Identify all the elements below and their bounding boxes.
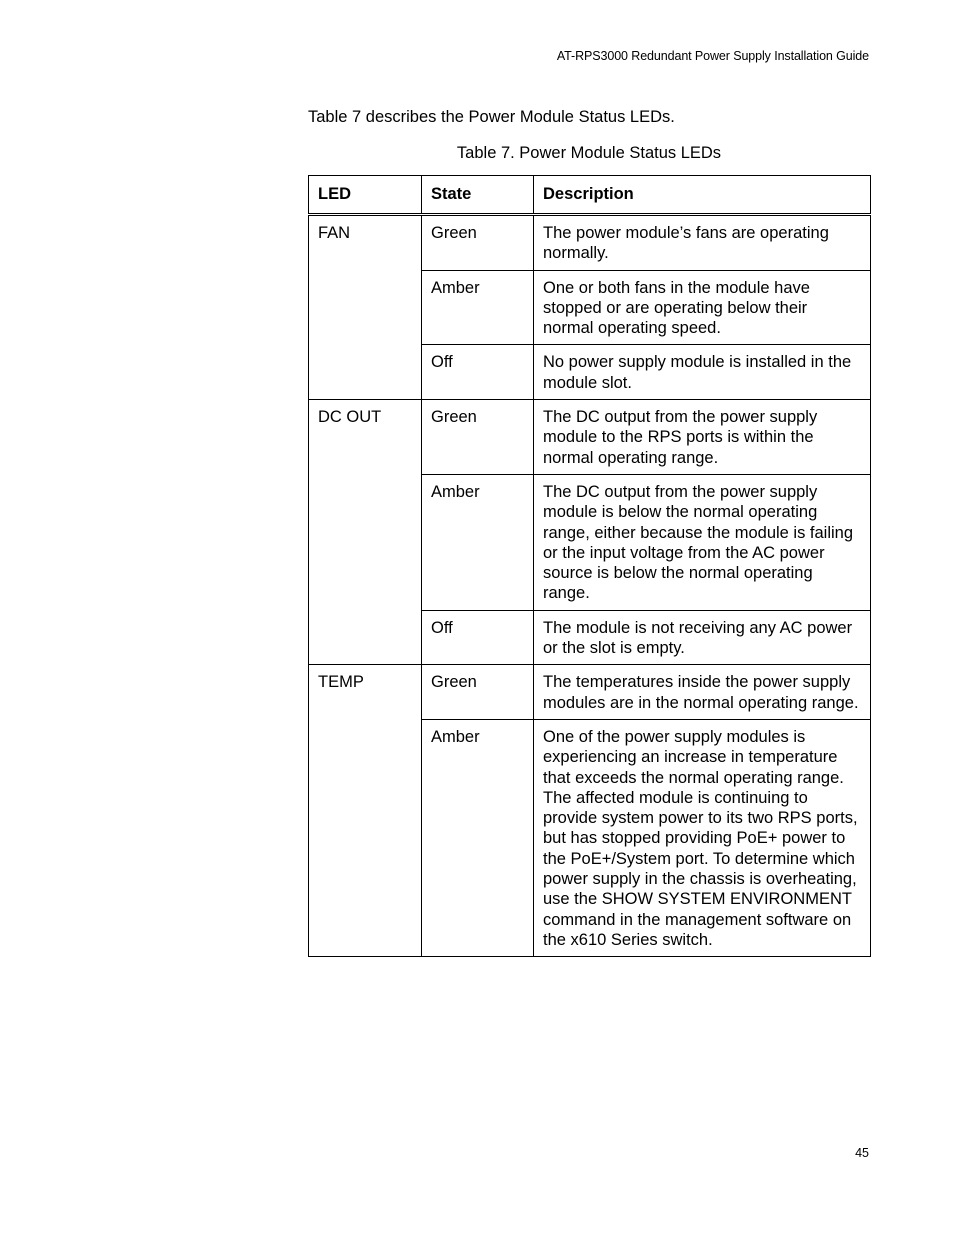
table-row [309,400,871,475]
state-cell: Amber [422,474,534,610]
description-cell: The DC output from the power supply module is below the normal operating range, either because the module is failing or the input voltage from the AC power source is below the normal operating range. [534,474,871,610]
column-header-description: Description [534,176,871,215]
description-cell: One of the power supply modules is experiencing an increase in temperature that exceeds the normal operating range. The affected module is continuing to provide system power to its two RPS ports, but has stopped providing PoE+ power to the PoE+/System port. To determine which power supply in the chassis is overheating, use the SHOW SYSTEM ENVIRONMENT command in the management software on the x610 Series switch. [534,719,871,956]
state-cell: Off [422,345,534,400]
column-header-led: LED [309,176,422,215]
intro-paragraph: Table 7 describes the Power Module Status LEDs. [308,108,675,126]
description-cell: The DC output from the power supply module to the RPS ports is within the normal operating range. [534,400,871,475]
description-cell: The temperatures inside the power supply modules are in the normal operating range. [534,665,871,720]
description-cell: The module is not receiving any AC power or the slot is empty. [534,610,871,665]
state-cell: Green [422,665,534,720]
state-cell: Amber [422,270,534,345]
state-cell: Green [422,215,534,271]
led-name-cell: FAN [309,215,422,400]
column-header-state: State [422,176,534,215]
description-cell: One or both fans in the module have stopped or are operating below their normal operating speed. [534,270,871,345]
description-cell: The power module’s fans are operating normally. [534,215,871,271]
page-number: 45 [855,1146,869,1160]
led-status-table [308,175,871,957]
state-cell: Green [422,400,534,475]
table-caption: Table 7. Power Module Status LEDs [456,144,722,162]
led-name-cell: TEMP [309,665,422,957]
led-name-cell: DC OUT [309,400,422,665]
state-cell: Off [422,610,534,665]
running-header: AT-RPS3000 Redundant Power Supply Installation Guide [556,49,869,63]
state-cell: Amber [422,719,534,956]
table-header-row [309,176,871,215]
table-row [309,665,871,720]
description-cell: No power supply module is installed in the module slot. [534,345,871,400]
table-row [309,215,871,271]
